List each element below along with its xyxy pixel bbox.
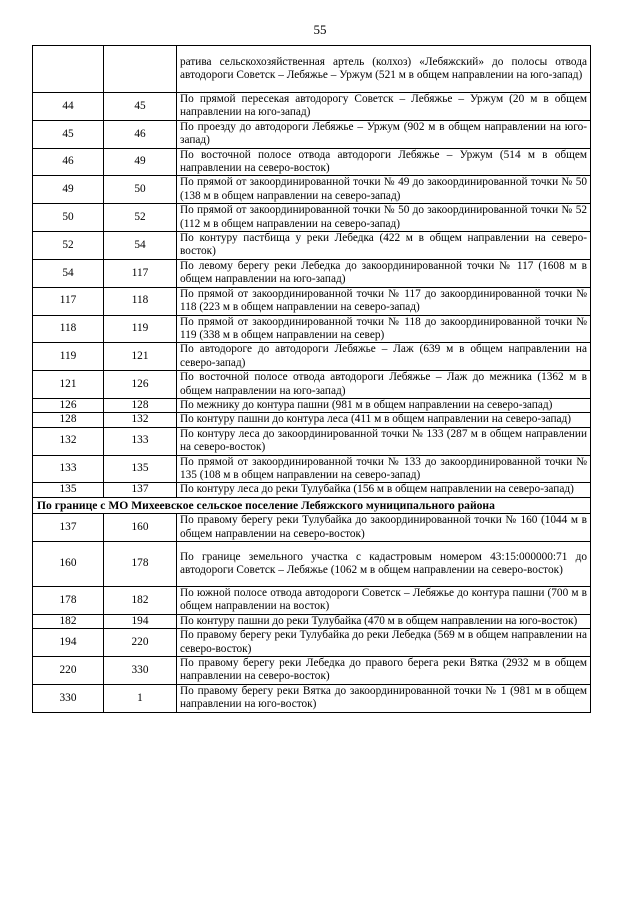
to-point-cell: 132: [104, 413, 177, 427]
from-point-cell: 330: [33, 684, 104, 712]
table-row: [33, 657, 591, 685]
to-point-cell: 119: [104, 315, 177, 343]
to-point-cell: 182: [104, 587, 177, 615]
description-cell: По прямой от закоординированной точки № 117 до закоординированной точки № 118 (223 м в общем направлении на северо-запад): [177, 287, 591, 315]
table-row: [33, 343, 591, 371]
to-point-cell: 126: [104, 371, 177, 399]
to-point-cell: 45: [104, 93, 177, 121]
description-cell: По прямой от закоординированной точки № 133 до закоординированной точки № 135 (108 м в общем направлении на северо-запад): [177, 455, 591, 483]
description-cell: По прямой от закоординированной точки № 50 до закоординированной точки № 52 (112 м в общем направлении на северо-запад): [177, 204, 591, 232]
to-point-cell: 121: [104, 343, 177, 371]
from-point-cell: 46: [33, 148, 104, 176]
from-point-cell: 133: [33, 455, 104, 483]
from-point-cell: 119: [33, 343, 104, 371]
to-point-cell: 160: [104, 514, 177, 542]
description-cell: ратива сельскохозяйственная артель (колхоз) «Лебяжский» до полосы отвода автодороги Советск – Лебяжье – Уржум (521 м в общем направлении на юго-запад): [177, 46, 591, 93]
table-row: [33, 514, 591, 542]
to-point-cell: 49: [104, 148, 177, 176]
description-cell: По автодороге до автодороги Лебяжье – Лаж (639 м в общем направлении на северо-запад): [177, 343, 591, 371]
description-cell: По правому берегу реки Тулубайка до закоординированной точки № 160 (1044 м в общем направлении на северо-восток): [177, 514, 591, 542]
section-heading-row: [33, 497, 591, 513]
to-point-cell: 1: [104, 684, 177, 712]
from-point-cell: 121: [33, 371, 104, 399]
to-point-cell: 52: [104, 204, 177, 232]
from-point-cell: 194: [33, 629, 104, 657]
boundary-table-body: [33, 46, 591, 498]
to-point-cell: 118: [104, 287, 177, 315]
table-row: [33, 93, 591, 121]
description-cell: По прямой от закоординированной точки № 118 до закоординированной точки № 119 (338 м в общем направлении на север): [177, 315, 591, 343]
to-point-cell: 128: [104, 398, 177, 412]
from-point-cell: 182: [33, 614, 104, 628]
boundary-table-body-2: [33, 514, 591, 712]
table-row: [33, 232, 591, 260]
description-cell: По правому берегу реки Тулубайка до реки Лебедка (569 м в общем направлении на северо-восток): [177, 629, 591, 657]
from-point-cell: 50: [33, 204, 104, 232]
description-cell: По межнику до контура пашни (981 м в общем направлении на северо-запад): [177, 398, 591, 412]
page-number: 55: [313, 22, 327, 37]
boundary-table: [32, 45, 591, 713]
description-cell: По границе земельного участка с кадастровым номером 43:15:000000:71 до автодороги Советск – Лебяжье (1062 м в общем направлении на северо-восток): [177, 542, 591, 587]
description-cell: По правому берегу реки Лебедка до правого берега реки Вятка (2932 м в общем направлении на северо-восток): [177, 657, 591, 685]
table-row: [33, 259, 591, 287]
description-cell: По восточной полосе отвода автодороги Лебяжье – Уржум (514 м в общем направлении на северо-восток): [177, 148, 591, 176]
description-cell: По правому берегу реки Вятка до закоординированной точки № 1 (981 м в общем направлении на юго-восток): [177, 684, 591, 712]
to-point-cell: 220: [104, 629, 177, 657]
table-row: [33, 483, 591, 497]
section-heading: По границе с МО Михеевское сельское поселение Лебяжского муниципального района: [33, 497, 591, 513]
from-point-cell: 137: [33, 514, 104, 542]
to-point-cell: 133: [104, 427, 177, 455]
table-row: [33, 46, 591, 93]
to-point-cell: 54: [104, 232, 177, 260]
to-point-cell: 46: [104, 120, 177, 148]
from-point-cell: 52: [33, 232, 104, 260]
table-row: [33, 398, 591, 412]
to-point-cell: 194: [104, 614, 177, 628]
from-point-cell: [33, 46, 104, 93]
from-point-cell: 44: [33, 93, 104, 121]
section-heading-body: [33, 497, 591, 513]
table-row: [33, 684, 591, 712]
from-point-cell: 128: [33, 413, 104, 427]
table-row: [33, 614, 591, 628]
from-point-cell: 220: [33, 657, 104, 685]
description-cell: По прямой от закоординированной точки № 49 до закоординированной точки № 50 (138 м в общем направлении на северо-запад): [177, 176, 591, 204]
description-cell: По контуру леса до реки Тулубайка (156 м в общем направлении на северо-запад): [177, 483, 591, 497]
from-point-cell: 54: [33, 259, 104, 287]
to-point-cell: 50: [104, 176, 177, 204]
description-cell: По южной полосе отвода автодороги Советск – Лебяжье до контура пашни (700 м в общем направлении на восток): [177, 587, 591, 615]
from-point-cell: 117: [33, 287, 104, 315]
from-point-cell: 126: [33, 398, 104, 412]
description-cell: По контуру пашни до реки Тулубайка (470 м в общем направлении на юго-восток): [177, 614, 591, 628]
description-cell: По контуру леса до закоординированной точки № 133 (287 м в общем направлении на северо-восток): [177, 427, 591, 455]
table-row: [33, 629, 591, 657]
table-row: [33, 287, 591, 315]
table-row: [33, 315, 591, 343]
description-cell: По прямой пересекая автодорогу Советск – Лебяжье – Уржум (20 м в общем направлении на юго-запад): [177, 93, 591, 121]
table-row: [33, 120, 591, 148]
table-row: [33, 176, 591, 204]
description-cell: По восточной полосе отвода автодороги Лебяжье – Лаж до межника (1362 м в общем направлении на юго-запад): [177, 371, 591, 399]
table-row: [33, 455, 591, 483]
to-point-cell: [104, 46, 177, 93]
description-cell: По контуру пашни до контура леса (411 м в общем направлении на северо-запад): [177, 413, 591, 427]
table-row: [33, 542, 591, 587]
table-row: [33, 587, 591, 615]
from-point-cell: 132: [33, 427, 104, 455]
to-point-cell: 330: [104, 657, 177, 685]
table-row: [33, 371, 591, 399]
description-cell: По проезду до автодороги Лебяжье – Уржум (902 м в общем направлении на юго-запад): [177, 120, 591, 148]
description-cell: По левому берегу реки Лебедка до закоординированной точки № 117 (1608 м в общем направлении на юго-запад): [177, 259, 591, 287]
description-cell: По контуру пастбища у реки Лебедка (422 м в общем направлении на северо-восток): [177, 232, 591, 260]
from-point-cell: 160: [33, 542, 104, 587]
table-row: [33, 204, 591, 232]
from-point-cell: 49: [33, 176, 104, 204]
table-row: [33, 413, 591, 427]
to-point-cell: 178: [104, 542, 177, 587]
to-point-cell: 135: [104, 455, 177, 483]
table-row: [33, 427, 591, 455]
to-point-cell: 137: [104, 483, 177, 497]
table-row: [33, 148, 591, 176]
from-point-cell: 45: [33, 120, 104, 148]
from-point-cell: 135: [33, 483, 104, 497]
to-point-cell: 117: [104, 259, 177, 287]
from-point-cell: 178: [33, 587, 104, 615]
from-point-cell: 118: [33, 315, 104, 343]
